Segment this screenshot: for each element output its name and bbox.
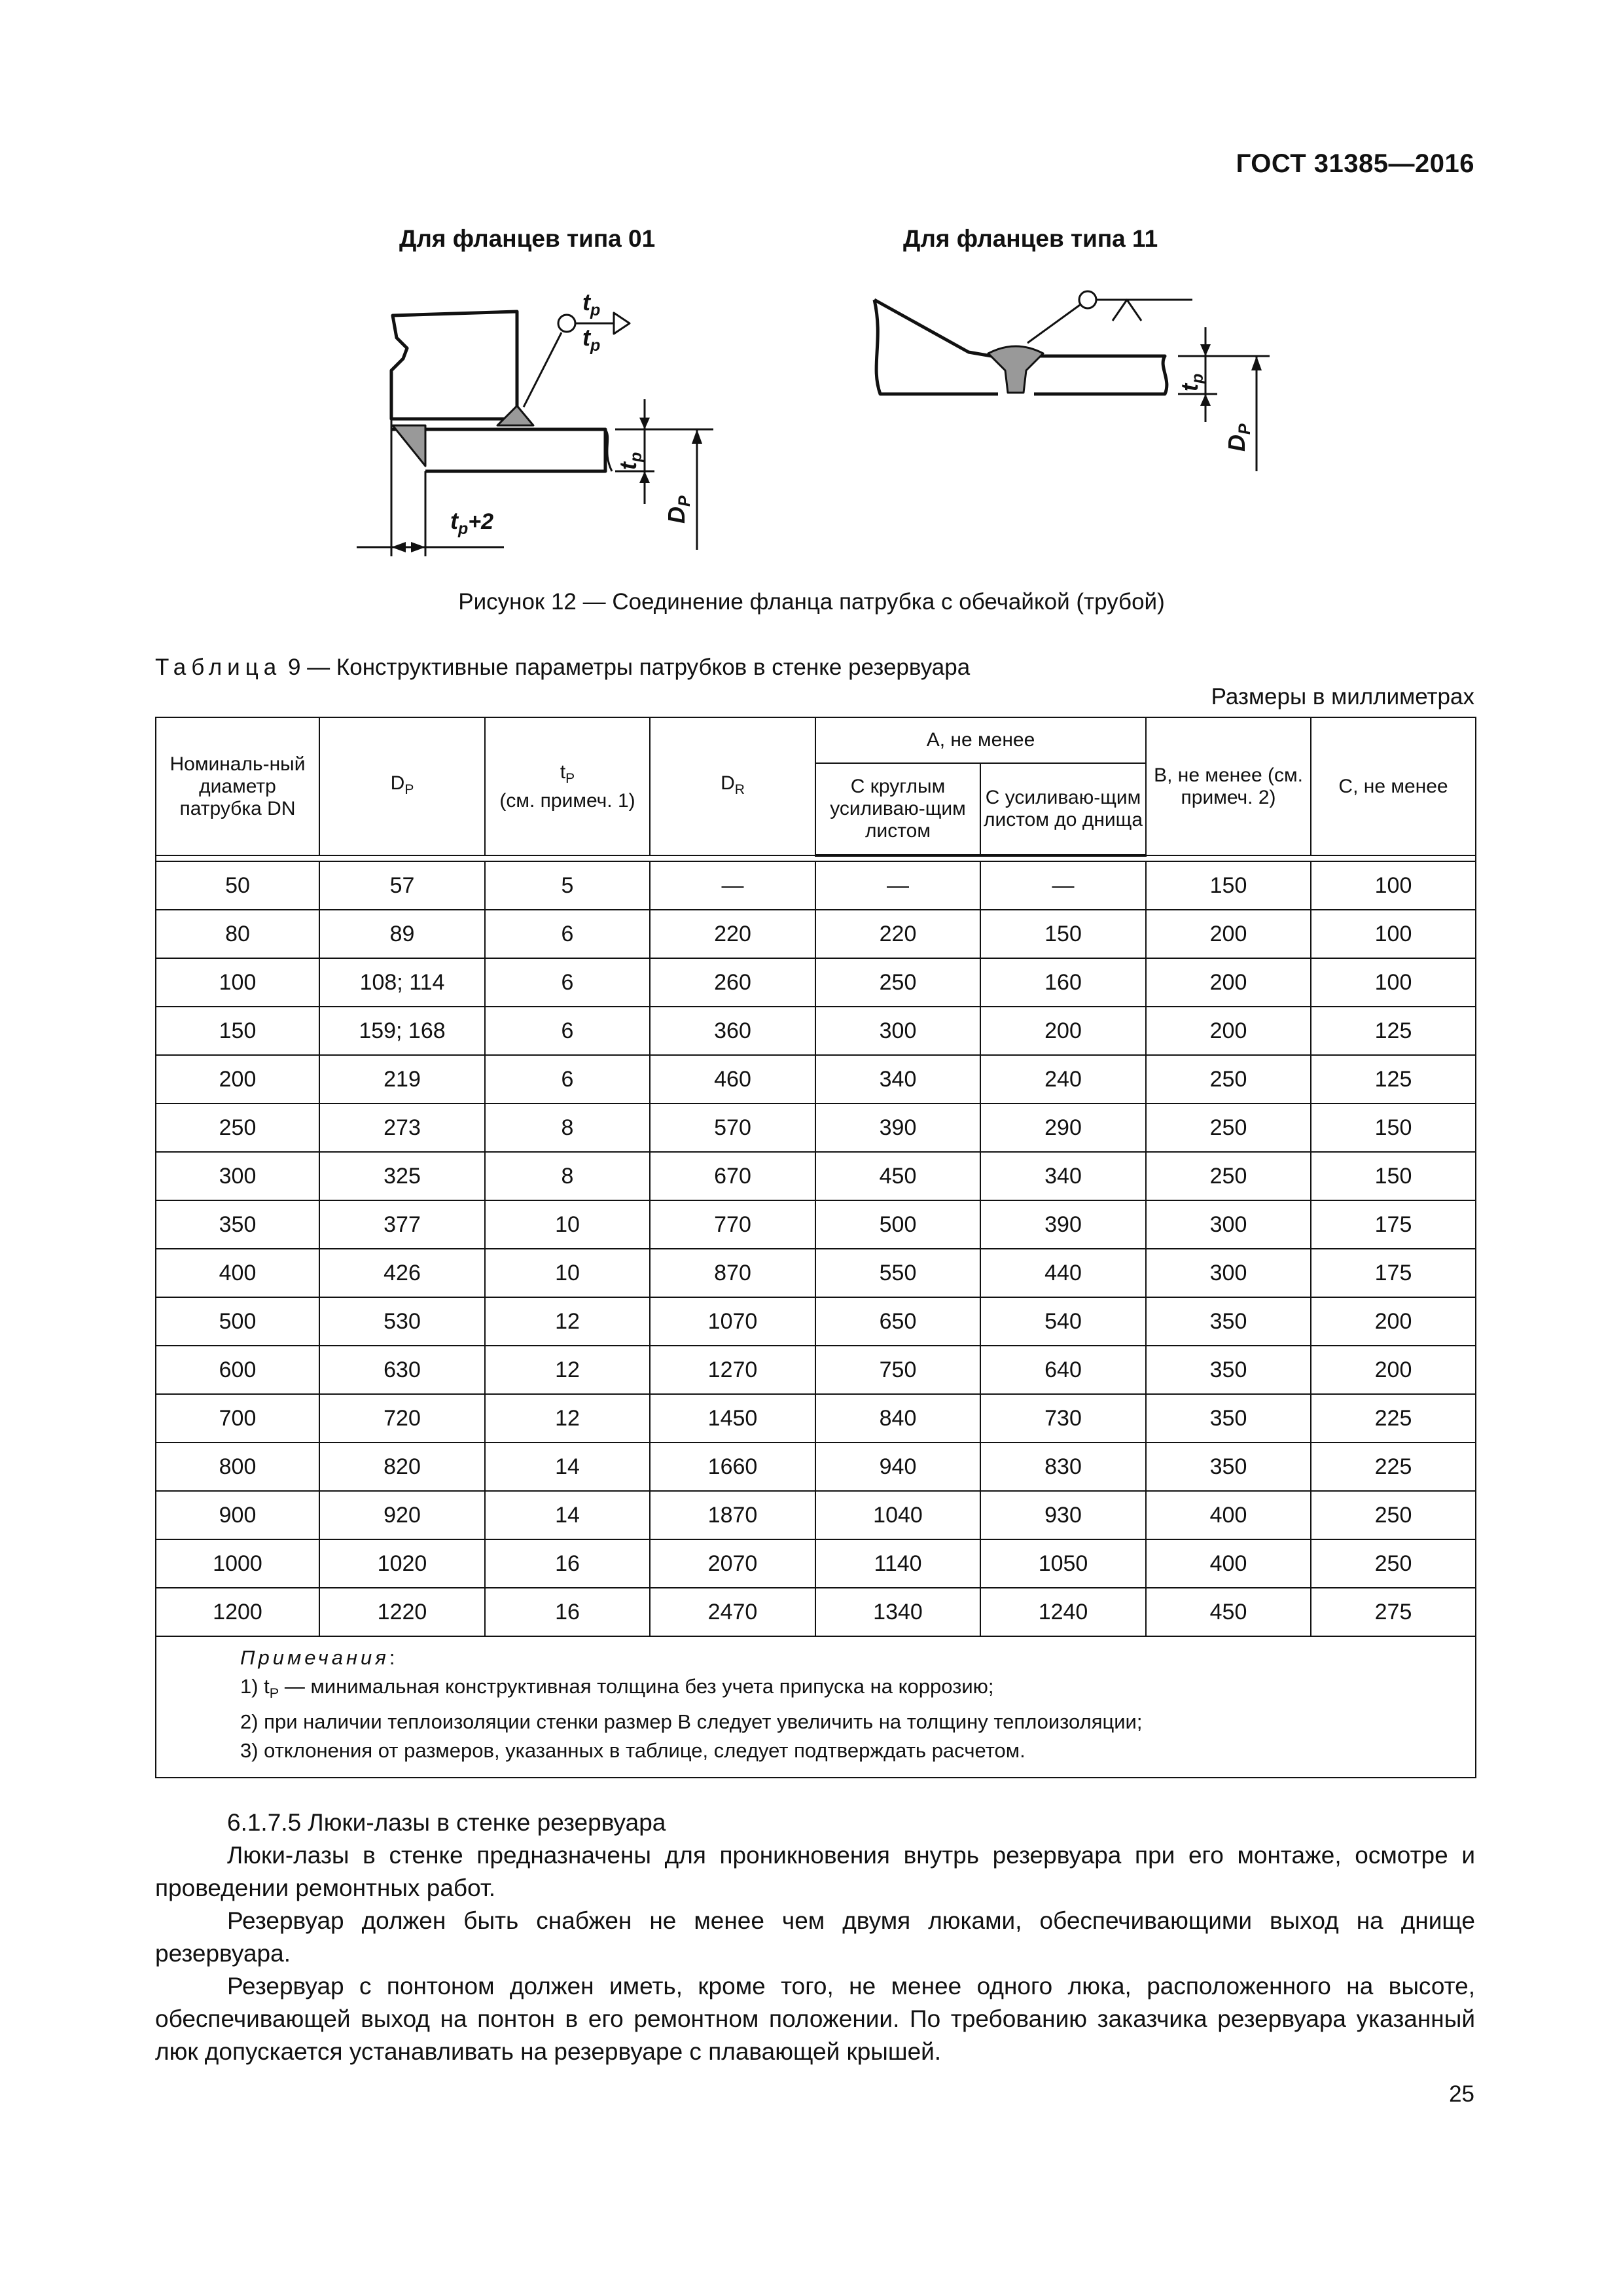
section-heading: 6.1.7.5 Люки-лазы в стенке резервуара [227, 1809, 666, 1836]
table-cell: 870 [650, 1249, 815, 1297]
table-title [155, 655, 970, 681]
table-cell: 16 [485, 1539, 650, 1588]
table-cell: 200 [1146, 958, 1311, 1007]
weld-symbol-v [1113, 300, 1141, 321]
section-paragraph-3: Резервуар с понтоном должен иметь, кроме того, не менее одного люка, расположенного на высоте, обеспечивающей выход на понтон в его ремонтном положении. По требованию заказчика резервуара указанный люк допускается устанавливать на резервуаре с плавающей крышей. [155, 1973, 1475, 2065]
table-cell: 100 [1311, 910, 1476, 958]
table-cell: 400 [1146, 1539, 1311, 1588]
table-cell: 200 [1311, 1297, 1476, 1346]
table-cell: 240 [980, 1055, 1146, 1103]
table-cell: 2070 [650, 1539, 815, 1588]
table-cell: 300 [156, 1152, 319, 1200]
flange-weld-drawing [0, 0, 1623, 589]
label-tp-01: $t_p$ [615, 452, 645, 470]
table-cell: 1020 [319, 1539, 485, 1588]
table-cell: 460 [650, 1055, 815, 1103]
table-row [156, 1007, 1476, 1055]
table-cell: 700 [156, 1394, 319, 1443]
table-row [156, 1249, 1476, 1297]
table-cell: 820 [319, 1443, 485, 1491]
table-cell: 350 [1146, 1346, 1311, 1394]
table-cell: 200 [980, 1007, 1146, 1055]
table-cell: 12 [485, 1346, 650, 1394]
table-cell: 390 [980, 1200, 1146, 1249]
table-cell: 100 [1311, 861, 1476, 910]
table-cell: 390 [815, 1103, 980, 1152]
leader-line-11 [1027, 305, 1080, 343]
table-cell: — [815, 861, 980, 910]
table-cell: 1140 [815, 1539, 980, 1588]
table-cell: 150 [980, 910, 1146, 958]
table-cell: 840 [815, 1394, 980, 1443]
table-cell: 6 [485, 1055, 650, 1103]
table-row [156, 1103, 1476, 1152]
table-cell: 640 [980, 1346, 1146, 1394]
table-row [156, 1055, 1476, 1103]
table-cell: 500 [815, 1200, 980, 1249]
table-cell: 225 [1311, 1394, 1476, 1443]
header-a-group: А, не менее [815, 717, 1146, 763]
table-cell: 250 [1146, 1103, 1311, 1152]
table-cell: 300 [815, 1007, 980, 1055]
table-cell: 6 [485, 1007, 650, 1055]
note-2: 2) при наличии теплоизоляции стенки размер В следует увеличить на толщину теплоизоляции; [240, 1710, 1143, 1734]
table-cell: 930 [980, 1491, 1146, 1539]
header-dp: $D_P$ [319, 717, 485, 855]
table-row [156, 1443, 1476, 1491]
label-dp-01: $D_P$ [663, 495, 694, 524]
figure-caption-type-11: Для фланцев типа 11 [903, 225, 1158, 252]
table-cell: 100 [156, 958, 319, 1007]
table-cell: 1040 [815, 1491, 980, 1539]
nozzle-parameters-table [155, 717, 1476, 1778]
table-cell: 1450 [650, 1394, 815, 1443]
table-cell: 175 [1311, 1200, 1476, 1249]
table-cell: 350 [1146, 1443, 1311, 1491]
table-cell: 250 [1311, 1491, 1476, 1539]
table-cell: 125 [1311, 1007, 1476, 1055]
table-cell: 450 [1146, 1588, 1311, 1636]
table-notes: Примечания: 1) $t_P$ — минимальная конструктивная толщина без учета припуска на коррозию; 2) при наличии теплоизоляции стенки размер В следует увеличить на толщину теплоизоляции; 3) отклонения от размеров, указанных в таблице, следует подтверждать расчетом. [156, 1636, 1476, 1778]
table-cell: 630 [319, 1346, 485, 1394]
weld-symbol-flag-01 [614, 313, 630, 334]
table-cell: — [980, 861, 1146, 910]
table-cell: 750 [815, 1346, 980, 1394]
table-row [156, 861, 1476, 910]
table-cell: 100 [1311, 958, 1476, 1007]
table-cell: 12 [485, 1394, 650, 1443]
table-cell: 8 [485, 1152, 650, 1200]
table-cell: 1220 [319, 1588, 485, 1636]
table-cell: 160 [980, 958, 1146, 1007]
table-cell: 550 [815, 1249, 980, 1297]
table-cell: 80 [156, 910, 319, 958]
flange-taper-11 [874, 300, 991, 356]
table-cell: 200 [156, 1055, 319, 1103]
table-cell: 1200 [156, 1588, 319, 1636]
table-cell: 770 [650, 1200, 815, 1249]
table-cell: 175 [1311, 1249, 1476, 1297]
table-cell: 89 [319, 910, 485, 958]
table-cell: 5 [485, 861, 650, 910]
label-tp-plus-2: $t_p+2$ [450, 507, 494, 538]
table-cell: 16 [485, 1588, 650, 1636]
header-dn: Номиналь-ный диаметр патрубка DN [156, 717, 319, 855]
table-cell: 220 [815, 910, 980, 958]
table-cell: 570 [650, 1103, 815, 1152]
table-cell: 150 [1146, 861, 1311, 910]
table-cell: 8 [485, 1103, 650, 1152]
section-paragraph-1: Люки-лазы в стенке предназначены для проникновения внутрь резервуара при его монтаже, осмотре и проведении ремонтных работ. [155, 1842, 1475, 1901]
header-tp: $t_P$ (см. примеч. 1) [485, 717, 650, 855]
table-cell: 200 [1146, 1007, 1311, 1055]
table-cell: 900 [156, 1491, 319, 1539]
header-dr: $D_R$ [650, 717, 815, 855]
header-a-round: С круглым усиливаю-щим листом [815, 763, 980, 855]
table-cell: 940 [815, 1443, 980, 1491]
section-paragraph-2: Резервуар должен быть снабжен не менее чем двумя люками, обеспечивающими выход на днище резервуара. [155, 1907, 1475, 1967]
table-cell: 200 [1146, 910, 1311, 958]
table-row [156, 1200, 1476, 1249]
table-cell: 150 [1311, 1152, 1476, 1200]
table-cell: 50 [156, 861, 319, 910]
table-row [156, 1297, 1476, 1346]
table-cell: 250 [1146, 1055, 1311, 1103]
table-cell: 275 [1311, 1588, 1476, 1636]
table-row [156, 1346, 1476, 1394]
table-row [156, 1152, 1476, 1200]
table-cell: 426 [319, 1249, 485, 1297]
table-row [156, 958, 1476, 1007]
table-cell: 377 [319, 1200, 485, 1249]
note-3: 3) отклонения от размеров, указанных в таблице, следует подтверждать расчетом. [240, 1739, 1026, 1763]
table-cell: 2470 [650, 1588, 815, 1636]
flange-body-01 [391, 312, 517, 419]
table-row [156, 1588, 1476, 1636]
page-number: 25 [1449, 2081, 1474, 2107]
table-cell: 800 [156, 1443, 319, 1491]
table-cell: 150 [156, 1007, 319, 1055]
document-id: ГОСТ 31385—2016 [1236, 149, 1474, 178]
label-tp-11: $t_p$ [1176, 373, 1207, 391]
table-cell: 57 [319, 861, 485, 910]
table-cell: 540 [980, 1297, 1146, 1346]
weld-fillet-outer [497, 406, 533, 425]
table-cell: 250 [156, 1103, 319, 1152]
label-tp-top: $t_p$ [582, 289, 601, 319]
table-cell: 219 [319, 1055, 485, 1103]
table-cell: 300 [1146, 1200, 1311, 1249]
label-dp-11: $D_P$ [1223, 423, 1254, 452]
table-cell: — [650, 861, 815, 910]
table-cell: 260 [650, 958, 815, 1007]
table-cell: 500 [156, 1297, 319, 1346]
table-cell: 6 [485, 910, 650, 958]
table-cell: 720 [319, 1394, 485, 1443]
table-cell: 340 [815, 1055, 980, 1103]
weld-symbol-circle-01 [558, 315, 575, 332]
table-cell: 225 [1311, 1443, 1476, 1491]
flange-lower-11 [874, 300, 998, 394]
table-cell: 400 [156, 1249, 319, 1297]
table-cell: 1660 [650, 1443, 815, 1491]
table-cell: 920 [319, 1491, 485, 1539]
table-cell: 108; 114 [319, 958, 485, 1007]
table-cell: 1270 [650, 1346, 815, 1394]
section-manholes [155, 1806, 1475, 2068]
leader-line-01 [524, 332, 562, 407]
table-cell: 300 [1146, 1249, 1311, 1297]
table-cell: 730 [980, 1394, 1146, 1443]
table-cell: 12 [485, 1297, 650, 1346]
table-units: Размеры в миллиметрах [1211, 684, 1474, 709]
table-cell: 200 [1311, 1346, 1476, 1394]
table-cell: 1240 [980, 1588, 1146, 1636]
table-cell: 10 [485, 1249, 650, 1297]
figure-caption-type-01: Для фланцев типа 01 [399, 225, 656, 252]
header-a-bottom: С усиливаю-щим листом до днища [980, 763, 1146, 855]
table-cell: 1000 [156, 1539, 319, 1588]
table-cell: 600 [156, 1346, 319, 1394]
table-cell: 670 [650, 1152, 815, 1200]
table-cell: 340 [980, 1152, 1146, 1200]
table-cell: 1070 [650, 1297, 815, 1346]
table-cell: 273 [319, 1103, 485, 1152]
header-b: В, не менее (см. примеч. 2) [1146, 717, 1311, 855]
table-cell: 1870 [650, 1491, 815, 1539]
table-title-prefix: Таблица [155, 655, 282, 680]
shell-plate-11 [1034, 356, 1167, 394]
weld-fillet-inner [393, 425, 425, 466]
table-row [156, 1394, 1476, 1443]
table-cell: 290 [980, 1103, 1146, 1152]
table-cell: 530 [319, 1297, 485, 1346]
table-cell: 650 [815, 1297, 980, 1346]
table-cell: 440 [980, 1249, 1146, 1297]
table-cell: 450 [815, 1152, 980, 1200]
table-cell: 1050 [980, 1539, 1146, 1588]
table-row [156, 910, 1476, 958]
table-row [156, 1539, 1476, 1588]
table-cell: 250 [1146, 1152, 1311, 1200]
table-cell: 14 [485, 1491, 650, 1539]
table-cell: 220 [650, 910, 815, 958]
table-cell: 1340 [815, 1588, 980, 1636]
table-cell: 14 [485, 1443, 650, 1491]
table-cell: 360 [650, 1007, 815, 1055]
table-cell: 350 [156, 1200, 319, 1249]
table-cell: 830 [980, 1443, 1146, 1491]
table-cell: 6 [485, 958, 650, 1007]
table-title-text: 9 — Конструктивные параметры патрубков в стенке резервуара [281, 655, 971, 680]
figure-title: Рисунок 12 — Соединение фланца патрубка с обечайкой (трубой) [458, 589, 1165, 615]
table-cell: 159; 168 [319, 1007, 485, 1055]
table-cell: 350 [1146, 1394, 1311, 1443]
table-row [156, 1491, 1476, 1539]
table-cell: 10 [485, 1200, 650, 1249]
table-cell: 350 [1146, 1297, 1311, 1346]
weld-butt [988, 346, 1043, 393]
table-cell: 250 [1311, 1539, 1476, 1588]
label-tp-bottom: $t_p$ [582, 324, 601, 355]
table-cell: 325 [319, 1152, 485, 1200]
header-c: С, не менее [1311, 717, 1476, 855]
table-cell: 150 [1311, 1103, 1476, 1152]
weld-symbol-circle-11 [1079, 291, 1096, 308]
table-cell: 400 [1146, 1491, 1311, 1539]
notes-heading: Примечания [240, 1646, 389, 1669]
table-cell: 250 [815, 958, 980, 1007]
note-1: 1) $t_P$ — минимальная конструктивная толщина без учета припуска на коррозию; [240, 1675, 994, 1702]
table-cell: 125 [1311, 1055, 1476, 1103]
